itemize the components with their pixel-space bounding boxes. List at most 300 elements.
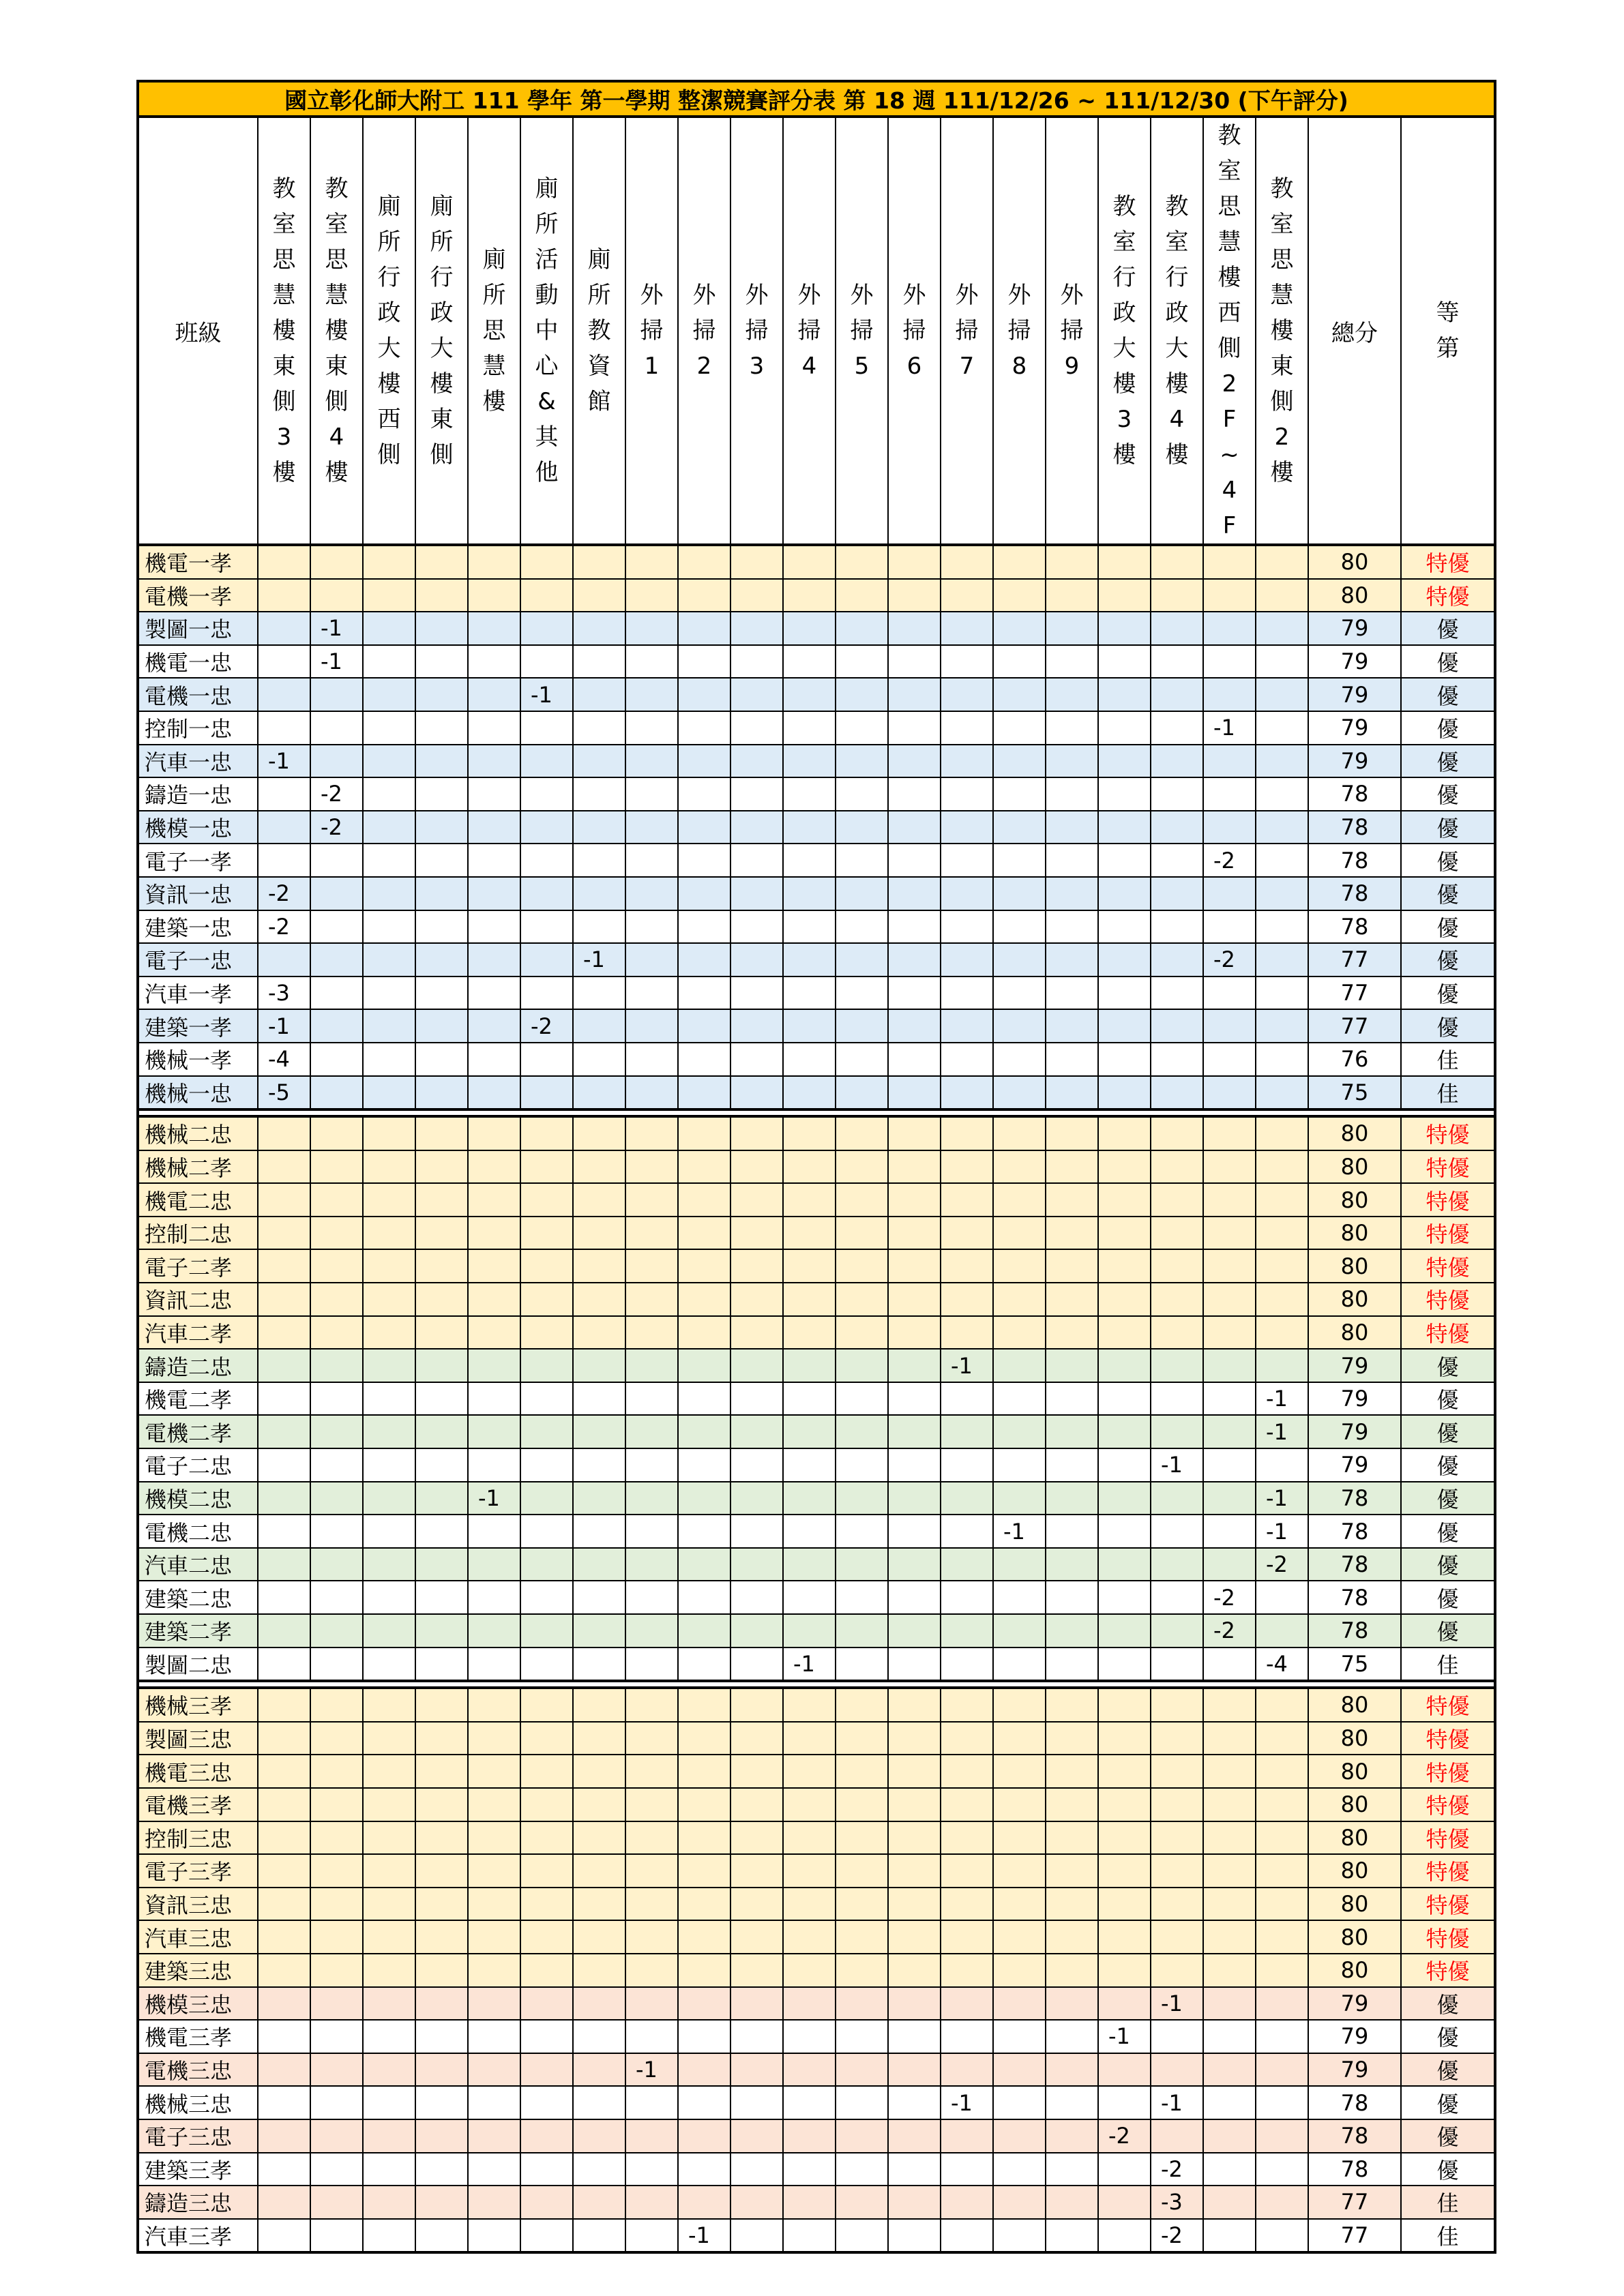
rank-cell: 特優: [1401, 1316, 1495, 1350]
deduction-cell: [1151, 579, 1203, 612]
rank-cell: 特優: [1401, 1788, 1495, 1821]
deduction-column-header: 廁所教資館: [573, 117, 625, 545]
deduction-cell: [468, 1116, 520, 1150]
deduction-cell: [625, 1821, 678, 1855]
deduction-cell: [1098, 2053, 1151, 2087]
deduction-cell: [468, 1448, 520, 1482]
deduction-cell: [941, 1009, 993, 1043]
deduction-cell: [310, 2219, 363, 2253]
deduction-cell: -2: [1151, 2153, 1203, 2186]
deduction-cell: [1203, 2020, 1256, 2053]
deduction-cell: [625, 545, 678, 579]
deduction-cell: [993, 777, 1046, 811]
deduction-cell: [573, 777, 625, 811]
deduction-cell: [836, 1987, 888, 2021]
deduction-cell: [1046, 1614, 1098, 1648]
deduction-cell: [415, 1614, 468, 1648]
deduction-cell: [625, 2086, 678, 2119]
deduction-cell: -1: [573, 943, 625, 976]
deduction-cell: [573, 1888, 625, 1921]
deduction-cell: [678, 1581, 730, 1614]
deduction-cell: [888, 1415, 941, 1448]
deduction-cell: [1046, 1648, 1098, 1682]
deduction-cell: [625, 976, 678, 1010]
deduction-cell: [1046, 2119, 1098, 2153]
deduction-cell: [1151, 1888, 1203, 1921]
deduction-cell: [310, 877, 363, 910]
deduction-cell: [783, 1688, 836, 1722]
deduction-cell: [520, 612, 573, 645]
deduction-cell: [625, 877, 678, 910]
deduction-cell: [888, 1116, 941, 1150]
table-row: [138, 1688, 1495, 1722]
deduction-cell: [1256, 1116, 1308, 1150]
deduction-cell: [1046, 579, 1098, 612]
deduction-cell: [1098, 2186, 1151, 2219]
deduction-cell: [1203, 2119, 1256, 2153]
deduction-cell: [1046, 1382, 1098, 1416]
total-score-cell: 77: [1308, 2186, 1401, 2219]
rank-cell: 特優: [1401, 1854, 1495, 1888]
table-row: [138, 943, 1495, 976]
deduction-cell: [415, 1482, 468, 1515]
deduction-cell: [520, 1722, 573, 1755]
deduction-cell: [888, 2153, 941, 2186]
table-row: [138, 1482, 1495, 1515]
deduction-cell: [1203, 678, 1256, 711]
deduction-cell: [1256, 976, 1308, 1010]
deduction-cell: [520, 1043, 573, 1076]
deduction-column-header: 廁所活動中心&其他: [520, 117, 573, 545]
deduction-cell: [1151, 645, 1203, 679]
deduction-cell: [836, 844, 888, 877]
deduction-cell: [1256, 2053, 1308, 2087]
deduction-cell: [783, 811, 836, 844]
deduction-cell: [415, 1548, 468, 1581]
deduction-cell: [678, 1920, 730, 1954]
deduction-cell: [1256, 777, 1308, 811]
deduction-cell: [993, 1548, 1046, 1581]
deduction-cell: [520, 2186, 573, 2219]
deduction-cell: [1046, 612, 1098, 645]
class-name-cell: 電機二孝: [138, 1415, 258, 1448]
deduction-cell: [941, 1043, 993, 1076]
deduction-cell: -1: [1256, 1415, 1308, 1448]
deduction-cell: [888, 579, 941, 612]
class-name-cell: 汽車一忠: [138, 745, 258, 778]
deduction-cell: [468, 1043, 520, 1076]
deduction-cell: [573, 1920, 625, 1954]
deduction-cell: [415, 1249, 468, 1283]
deduction-cell: [1046, 1448, 1098, 1482]
deduction-cell: [1046, 1150, 1098, 1184]
deduction-cell: [1256, 1150, 1308, 1184]
table-row: [138, 645, 1495, 679]
deduction-cell: [941, 844, 993, 877]
deduction-cell: [678, 1648, 730, 1682]
class-name-cell: 鑄造二忠: [138, 1349, 258, 1382]
deduction-cell: [573, 1987, 625, 2021]
deduction-cell: [730, 1722, 783, 1755]
deduction-cell: [520, 2053, 573, 2087]
deduction-cell: [1256, 1043, 1308, 1076]
deduction-cell: [1203, 1954, 1256, 1987]
deduction-cell: [415, 1648, 468, 1682]
rank-cell: 特優: [1401, 1954, 1495, 1987]
deduction-cell: [520, 645, 573, 679]
deduction-cell: [363, 777, 415, 811]
deduction-cell: [783, 1448, 836, 1482]
deduction-cell: [520, 2119, 573, 2153]
deduction-cell: [1098, 1382, 1151, 1416]
deduction-cell: [363, 1854, 415, 1888]
deduction-cell: [1098, 976, 1151, 1010]
table-row: [138, 1755, 1495, 1788]
deduction-cell: [678, 1515, 730, 1548]
deduction-cell: [573, 1854, 625, 1888]
deduction-cell: [310, 678, 363, 711]
deduction-cell: [1203, 1548, 1256, 1581]
deduction-cell: [1098, 1076, 1151, 1110]
deduction-cell: [573, 1954, 625, 1987]
deduction-cell: [941, 579, 993, 612]
deduction-cell: [573, 2186, 625, 2219]
deduction-cell: [941, 1515, 993, 1548]
deduction-cell: [415, 2020, 468, 2053]
total-score-cell: 79: [1308, 1382, 1401, 1416]
total-score-cell: 79: [1308, 612, 1401, 645]
deduction-cell: [310, 2053, 363, 2087]
deduction-cell: [363, 545, 415, 579]
class-name-cell: 建築一孝: [138, 1009, 258, 1043]
deduction-cell: [363, 1415, 415, 1448]
deduction-cell: [836, 545, 888, 579]
deduction-cell: [1046, 1217, 1098, 1250]
deduction-cell: [1046, 1183, 1098, 1217]
deduction-cell: [1098, 1581, 1151, 1614]
deduction-cell: [468, 1648, 520, 1682]
deduction-cell: [888, 1249, 941, 1283]
deduction-cell: [836, 1755, 888, 1788]
total-score-cell: 79: [1308, 645, 1401, 679]
deduction-cell: [415, 2186, 468, 2219]
deduction-cell: [993, 1821, 1046, 1855]
deduction-cell: [783, 711, 836, 745]
deduction-cell: [1151, 844, 1203, 877]
deduction-column-header: 外掃6: [888, 117, 941, 545]
class-name-cell: 資訊二忠: [138, 1283, 258, 1316]
deduction-cell: [941, 545, 993, 579]
deduction-cell: [888, 2186, 941, 2219]
deduction-cell: [941, 1548, 993, 1581]
total-score-cell: 79: [1308, 2020, 1401, 2053]
deduction-cell: -1: [1151, 1448, 1203, 1482]
deduction-cell: [415, 1688, 468, 1722]
deduction-cell: [573, 1788, 625, 1821]
deduction-cell: [941, 2053, 993, 2087]
deduction-cell: [783, 976, 836, 1010]
deduction-cell: [836, 1614, 888, 1648]
deduction-cell: [993, 1688, 1046, 1722]
deduction-cell: [258, 2020, 310, 2053]
deduction-column-header: 教室行政大樓4樓: [1151, 117, 1203, 545]
deduction-cell: [730, 844, 783, 877]
rank-cell: 優: [1401, 1614, 1495, 1648]
rank-cell: 特優: [1401, 1722, 1495, 1755]
rank-cell: 特優: [1401, 1249, 1495, 1283]
deduction-cell: [678, 811, 730, 844]
table-row: [138, 2053, 1495, 2087]
deduction-cell: [678, 1382, 730, 1416]
deduction-cell: [1256, 1614, 1308, 1648]
deduction-cell: [1203, 1648, 1256, 1682]
deduction-cell: [625, 1316, 678, 1350]
class-name-cell: 製圖二忠: [138, 1648, 258, 1682]
deduction-cell: -1: [1151, 1987, 1203, 2021]
deduction-cell: [1046, 811, 1098, 844]
deduction-cell: [468, 1415, 520, 1448]
deduction-cell: [363, 1482, 415, 1515]
deduction-cell: [363, 612, 415, 645]
deduction-cell: [993, 2153, 1046, 2186]
deduction-cell: [468, 910, 520, 944]
deduction-cell: [1203, 1788, 1256, 1821]
deduction-cell: [730, 811, 783, 844]
deduction-cell: [678, 1183, 730, 1217]
deduction-cell: [1046, 1316, 1098, 1350]
deduction-cell: [363, 2086, 415, 2119]
rank-column-header: 等第: [1401, 117, 1495, 545]
deduction-cell: -2: [1203, 1614, 1256, 1648]
deduction-cell: [730, 1382, 783, 1416]
total-score-cell: 77: [1308, 976, 1401, 1010]
deduction-cell: -1: [520, 678, 573, 711]
deduction-cell: [258, 1755, 310, 1788]
total-score-cell: 75: [1308, 1076, 1401, 1110]
deduction-cell: [1203, 745, 1256, 778]
total-score-cell: 80: [1308, 1688, 1401, 1722]
total-score-cell: 80: [1308, 1150, 1401, 1184]
deduction-cell: [678, 612, 730, 645]
deduction-cell: [1151, 1316, 1203, 1350]
deduction-cell: [363, 1548, 415, 1581]
deduction-cell: [1151, 1415, 1203, 1448]
table-row: [138, 1150, 1495, 1184]
deduction-cell: [258, 1581, 310, 1614]
deduction-cell: -1: [1256, 1515, 1308, 1548]
deduction-cell: [415, 545, 468, 579]
deduction-cell: [888, 976, 941, 1010]
total-score-cell: 80: [1308, 579, 1401, 612]
deduction-cell: [836, 1283, 888, 1316]
deduction-cell: [363, 1009, 415, 1043]
deduction-cell: [573, 1217, 625, 1250]
deduction-cell: [520, 1217, 573, 1250]
deduction-cell: [520, 1448, 573, 1482]
deduction-cell: [573, 1722, 625, 1755]
deduction-cell: [468, 1283, 520, 1316]
deduction-cell: [625, 2020, 678, 2053]
rank-cell: 優: [1401, 1515, 1495, 1548]
deduction-cell: [783, 943, 836, 976]
deduction-cell: [625, 1183, 678, 1217]
deduction-cell: [836, 645, 888, 679]
deduction-cell: [836, 711, 888, 745]
deduction-cell: [415, 1755, 468, 1788]
deduction-cell: [993, 1415, 1046, 1448]
deduction-cell: [941, 1987, 993, 2021]
deduction-cell: [573, 745, 625, 778]
deduction-cell: [1256, 745, 1308, 778]
deduction-cell: [363, 645, 415, 679]
deduction-cell: [888, 1688, 941, 1722]
deduction-cell: [730, 1009, 783, 1043]
deduction-cell: -4: [1256, 1648, 1308, 1682]
deduction-cell: [888, 1821, 941, 1855]
table-row: [138, 1920, 1495, 1954]
deduction-cell: [415, 811, 468, 844]
deduction-cell: [941, 976, 993, 1010]
deduction-cell: [625, 579, 678, 612]
deduction-cell: [1151, 711, 1203, 745]
deduction-cell: [1098, 1648, 1151, 1682]
deduction-cell: [468, 678, 520, 711]
total-score-cell: 80: [1308, 1755, 1401, 1788]
deduction-cell: [678, 943, 730, 976]
total-score-cell: 78: [1308, 2119, 1401, 2153]
rank-cell: 特優: [1401, 1688, 1495, 1722]
deduction-cell: [730, 579, 783, 612]
deduction-cell: [1046, 1249, 1098, 1283]
deduction-cell: [993, 1382, 1046, 1416]
deduction-cell: [625, 1954, 678, 1987]
deduction-cell: [836, 1888, 888, 1921]
deduction-cell: [1151, 1954, 1203, 1987]
deduction-cell: [625, 1009, 678, 1043]
deduction-cell: [836, 2219, 888, 2253]
rank-cell: 特優: [1401, 545, 1495, 579]
deduction-cell: [310, 2186, 363, 2219]
deduction-cell: [678, 976, 730, 1010]
deduction-cell: [310, 1688, 363, 1722]
deduction-cell: [1203, 1515, 1256, 1548]
table-row: [138, 2020, 1495, 2053]
deduction-cell: [468, 1515, 520, 1548]
deduction-cell: [310, 1755, 363, 1788]
total-score-cell: 77: [1308, 2219, 1401, 2253]
deduction-cell: [310, 1316, 363, 1350]
deduction-cell: [941, 2153, 993, 2186]
rank-cell: 優: [1401, 612, 1495, 645]
deduction-cell: [941, 1581, 993, 1614]
deduction-cell: [468, 1920, 520, 1954]
deduction-cell: [888, 1482, 941, 1515]
deduction-cell: [415, 579, 468, 612]
deduction-cell: [520, 1116, 573, 1150]
deduction-cell: [415, 711, 468, 745]
deduction-cell: [1256, 2219, 1308, 2253]
deduction-cell: [888, 1382, 941, 1416]
deduction-cell: [730, 777, 783, 811]
deduction-column-header: 教室思慧樓東側4樓: [310, 117, 363, 545]
table-row: [138, 1009, 1495, 1043]
table-row: [138, 545, 1495, 579]
deduction-cell: [415, 1722, 468, 1755]
deduction-cell: [993, 645, 1046, 679]
deduction-cell: [783, 645, 836, 679]
deduction-cell: -2: [1203, 943, 1256, 976]
total-score-cell: 80: [1308, 1116, 1401, 1150]
deduction-cell: [415, 1283, 468, 1316]
deduction-cell: [1098, 844, 1151, 877]
deduction-cell: [468, 711, 520, 745]
deduction-cell: [888, 1954, 941, 1987]
class-name-cell: 機械二忠: [138, 1116, 258, 1150]
deduction-cell: [1046, 645, 1098, 679]
deduction-cell: [888, 1283, 941, 1316]
table-row: [138, 2119, 1495, 2153]
deduction-cell: [310, 1009, 363, 1043]
table-row: [138, 976, 1495, 1010]
deduction-cell: [310, 1482, 363, 1515]
deduction-cell: [1203, 1116, 1256, 1150]
deduction-cell: [363, 877, 415, 910]
rank-cell: 特優: [1401, 1283, 1495, 1316]
rank-cell: 佳: [1401, 1076, 1495, 1110]
class-name-cell: 汽車三孝: [138, 2219, 258, 2253]
deduction-cell: [678, 2186, 730, 2219]
deduction-cell: [625, 1249, 678, 1283]
deduction-cell: [258, 1249, 310, 1283]
deduction-cell: [730, 678, 783, 711]
deduction-cell: [625, 1150, 678, 1184]
deduction-cell: [520, 1920, 573, 1954]
deduction-cell: [941, 1722, 993, 1755]
deduction-cell: [678, 844, 730, 877]
total-score-cell: 79: [1308, 745, 1401, 778]
class-name-cell: 機械一忠: [138, 1076, 258, 1110]
deduction-cell: [468, 777, 520, 811]
deduction-cell: [573, 1009, 625, 1043]
deduction-cell: [993, 1581, 1046, 1614]
deduction-cell: [1098, 1987, 1151, 2021]
deduction-cell: [678, 1755, 730, 1788]
deduction-cell: [573, 1482, 625, 1515]
deduction-cell: [258, 678, 310, 711]
deduction-cell: [993, 1987, 1046, 2021]
deduction-cell: [783, 2020, 836, 2053]
deduction-cell: [941, 910, 993, 944]
deduction-cell: [258, 1854, 310, 1888]
total-score-cell: 80: [1308, 1821, 1401, 1855]
deduction-cell: [415, 1954, 468, 1987]
deduction-cell: [783, 1283, 836, 1316]
rank-cell: 特優: [1401, 1888, 1495, 1921]
rank-cell: 優: [1401, 1987, 1495, 2021]
deduction-cell: [258, 811, 310, 844]
deduction-cell: [310, 1076, 363, 1110]
total-score-cell: 78: [1308, 1548, 1401, 1581]
deduction-cell: [468, 2153, 520, 2186]
deduction-cell: -1: [1098, 2020, 1151, 2053]
deduction-cell: [730, 1249, 783, 1283]
total-score-cell: 80: [1308, 1183, 1401, 1217]
deduction-cell: [520, 1548, 573, 1581]
deduction-cell: [310, 1788, 363, 1821]
deduction-cell: [415, 2053, 468, 2087]
total-score-cell: 79: [1308, 2053, 1401, 2087]
deduction-column-header: 教室思慧樓西側2F~4F: [1203, 117, 1256, 545]
